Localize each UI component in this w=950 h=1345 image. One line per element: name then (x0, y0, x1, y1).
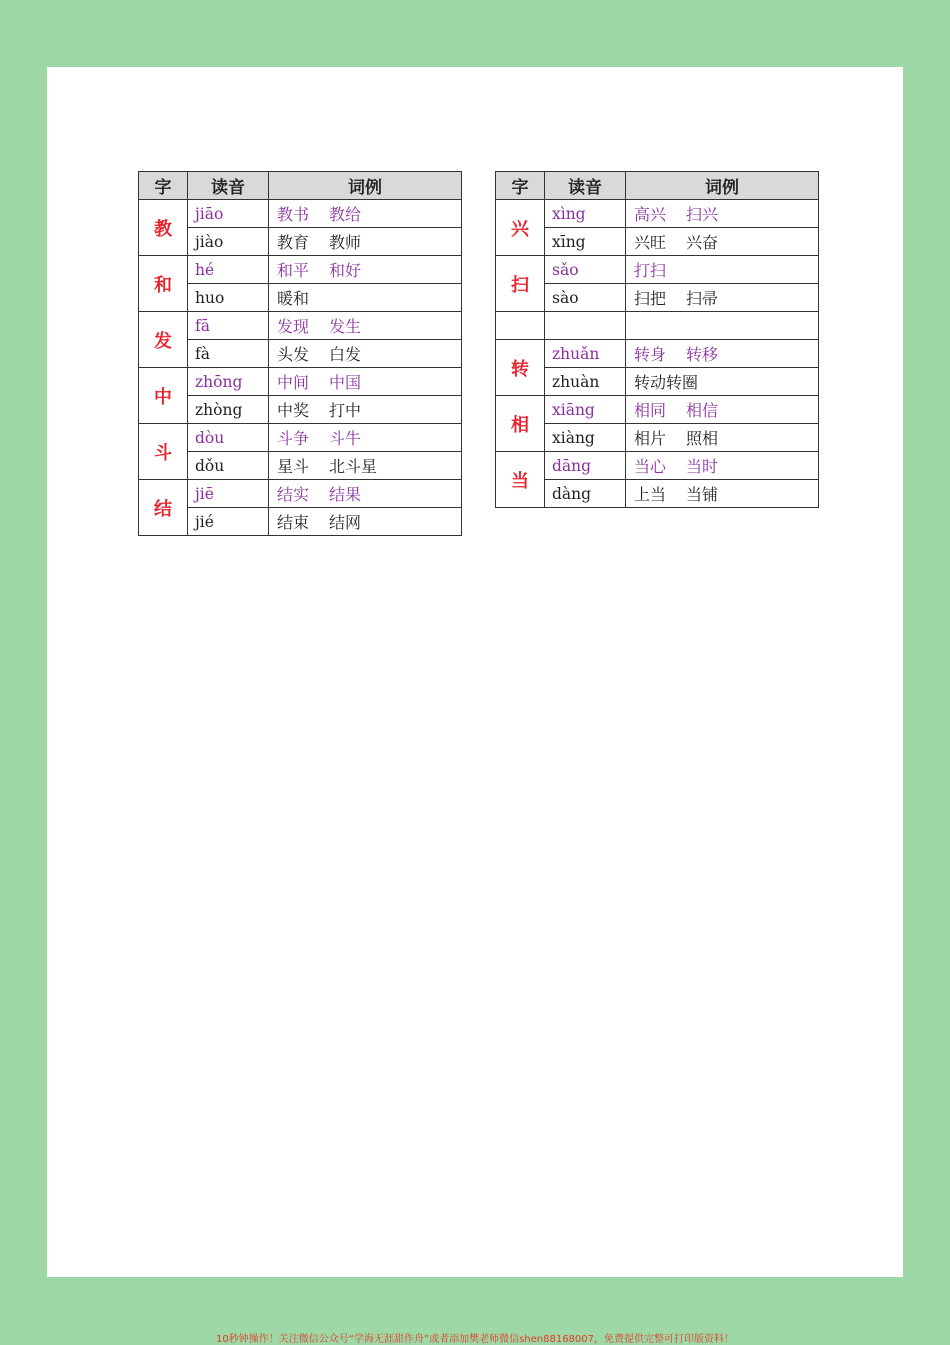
example-word: 扫兴 (686, 205, 719, 224)
example-word: 中国 (329, 373, 362, 392)
example-word: 结束 (277, 513, 310, 532)
example-word: 结网 (329, 513, 362, 532)
table-body (139, 200, 462, 536)
pinyin-cell: xìng (545, 200, 626, 228)
example-word: 教给 (329, 205, 362, 224)
character-cell: 发 (139, 312, 188, 368)
character-cell (496, 312, 545, 340)
table-row (139, 452, 462, 480)
words-cell (269, 424, 462, 452)
words-cell (269, 368, 462, 396)
pinyin-cell: jié (188, 508, 269, 536)
table-row (496, 396, 819, 424)
words-cell (269, 340, 462, 368)
pinyin-cell: dòu (188, 424, 269, 452)
character-cell: 当 (496, 452, 545, 508)
example-word: 兴旺 (634, 233, 667, 252)
character-cell: 中 (139, 368, 188, 424)
words-cell (626, 340, 819, 368)
words-cell (269, 256, 462, 284)
example-word: 暖和 (277, 289, 310, 308)
words-cell (626, 256, 819, 284)
polyphone-table-right (495, 171, 819, 508)
table-row (496, 312, 819, 340)
worksheet-page (47, 67, 903, 1277)
example-word: 当铺 (686, 485, 719, 504)
character-cell: 转 (496, 340, 545, 396)
example-word: 结实 (277, 485, 310, 504)
pinyin-cell: hé (188, 256, 269, 284)
table-row (496, 228, 819, 256)
character-cell: 结 (139, 480, 188, 536)
example-word: 结果 (329, 485, 362, 504)
pinyin-cell: dǒu (188, 452, 269, 480)
pinyin-cell: sào (545, 284, 626, 312)
table-row (496, 480, 819, 508)
character-cell: 兴 (496, 200, 545, 256)
header-pinyin: 读音 (188, 172, 269, 200)
pinyin-cell: zhuàn (545, 368, 626, 396)
words-cell (626, 396, 819, 424)
example-word: 打中 (329, 401, 362, 420)
words-cell (626, 312, 819, 340)
words-cell (269, 508, 462, 536)
example-word: 和平 (277, 261, 310, 280)
character-cell: 相 (496, 396, 545, 452)
words-cell (626, 368, 819, 396)
example-word: 扫把 (634, 289, 667, 308)
example-word: 教书 (277, 205, 310, 224)
table-header-row (496, 172, 819, 200)
table-row (496, 368, 819, 396)
pinyin-cell (545, 312, 626, 340)
example-word: 教师 (329, 233, 362, 252)
example-word: 上当 (634, 485, 667, 504)
table-row (139, 256, 462, 284)
character-cell: 斗 (139, 424, 188, 480)
words-cell (626, 424, 819, 452)
header-char: 字 (496, 172, 545, 200)
words-cell (626, 452, 819, 480)
example-word: 发现 (277, 317, 310, 336)
header-words: 词例 (626, 172, 819, 200)
example-word: 北斗星 (329, 457, 378, 476)
table-row (496, 284, 819, 312)
pinyin-cell: dàng (545, 480, 626, 508)
example-word: 相信 (686, 401, 719, 420)
table-row (139, 200, 462, 228)
header-words: 词例 (269, 172, 462, 200)
words-cell (269, 228, 462, 256)
table-row (139, 228, 462, 256)
words-cell (269, 312, 462, 340)
table-row (139, 368, 462, 396)
example-word: 转动转圈 (634, 373, 699, 392)
pinyin-cell: jiào (188, 228, 269, 256)
table-row (139, 312, 462, 340)
character-cell: 教 (139, 200, 188, 256)
words-cell (269, 452, 462, 480)
table-row (496, 424, 819, 452)
pinyin-cell: zhōng (188, 368, 269, 396)
table-row (139, 480, 462, 508)
table-row (139, 284, 462, 312)
example-word: 中间 (277, 373, 310, 392)
character-cell: 和 (139, 256, 188, 312)
example-word: 相片 (634, 429, 667, 448)
words-cell (269, 284, 462, 312)
footer-notice: 10秒钟操作！关注微信公众号“学海无涯甜作舟”或者添加樊老师微信shen88168007，免费提供完整可打印版资料！ (215, 1334, 735, 1345)
example-word: 当心 (634, 457, 667, 476)
example-word: 教育 (277, 233, 310, 252)
example-word: 发生 (329, 317, 362, 336)
polyphone-table-left (138, 171, 462, 536)
example-word: 头发 (277, 345, 310, 364)
example-word: 白发 (329, 345, 362, 364)
words-cell (269, 396, 462, 424)
pinyin-cell: sǎo (545, 256, 626, 284)
header-char: 字 (139, 172, 188, 200)
example-word: 中奖 (277, 401, 310, 420)
table-row (496, 200, 819, 228)
table-row (496, 256, 819, 284)
example-word: 斗争 (277, 429, 310, 448)
pinyin-cell: jiāo (188, 200, 269, 228)
pinyin-cell: xiàng (545, 424, 626, 452)
example-word: 当时 (686, 457, 719, 476)
words-cell (626, 200, 819, 228)
example-word: 转身 (634, 345, 667, 364)
pinyin-cell: dāng (545, 452, 626, 480)
table-body (496, 200, 819, 508)
table-row (139, 508, 462, 536)
table-header-row (139, 172, 462, 200)
table-row (496, 340, 819, 368)
pinyin-cell: zhòng (188, 396, 269, 424)
example-word: 转移 (686, 345, 719, 364)
example-word: 和好 (329, 261, 362, 280)
words-cell (626, 284, 819, 312)
pinyin-cell: huo (188, 284, 269, 312)
pinyin-cell: xīng (545, 228, 626, 256)
example-word: 扫帚 (686, 289, 719, 308)
example-word: 照相 (686, 429, 719, 448)
example-word: 高兴 (634, 205, 667, 224)
words-cell (626, 228, 819, 256)
pinyin-cell: zhuǎn (545, 340, 626, 368)
pinyin-cell: jiē (188, 480, 269, 508)
table-row (139, 340, 462, 368)
words-cell (269, 480, 462, 508)
words-cell (626, 480, 819, 508)
pinyin-cell: fā (188, 312, 269, 340)
example-word: 打扫 (634, 261, 667, 280)
example-word: 星斗 (277, 457, 310, 476)
character-cell: 扫 (496, 256, 545, 312)
example-word: 斗牛 (329, 429, 362, 448)
header-pinyin: 读音 (545, 172, 626, 200)
example-word: 兴奋 (686, 233, 719, 252)
words-cell (269, 200, 462, 228)
table-row (496, 452, 819, 480)
table-row (139, 424, 462, 452)
pinyin-cell: fà (188, 340, 269, 368)
example-word: 相同 (634, 401, 667, 420)
pinyin-cell: xiāng (545, 396, 626, 424)
table-row (139, 396, 462, 424)
